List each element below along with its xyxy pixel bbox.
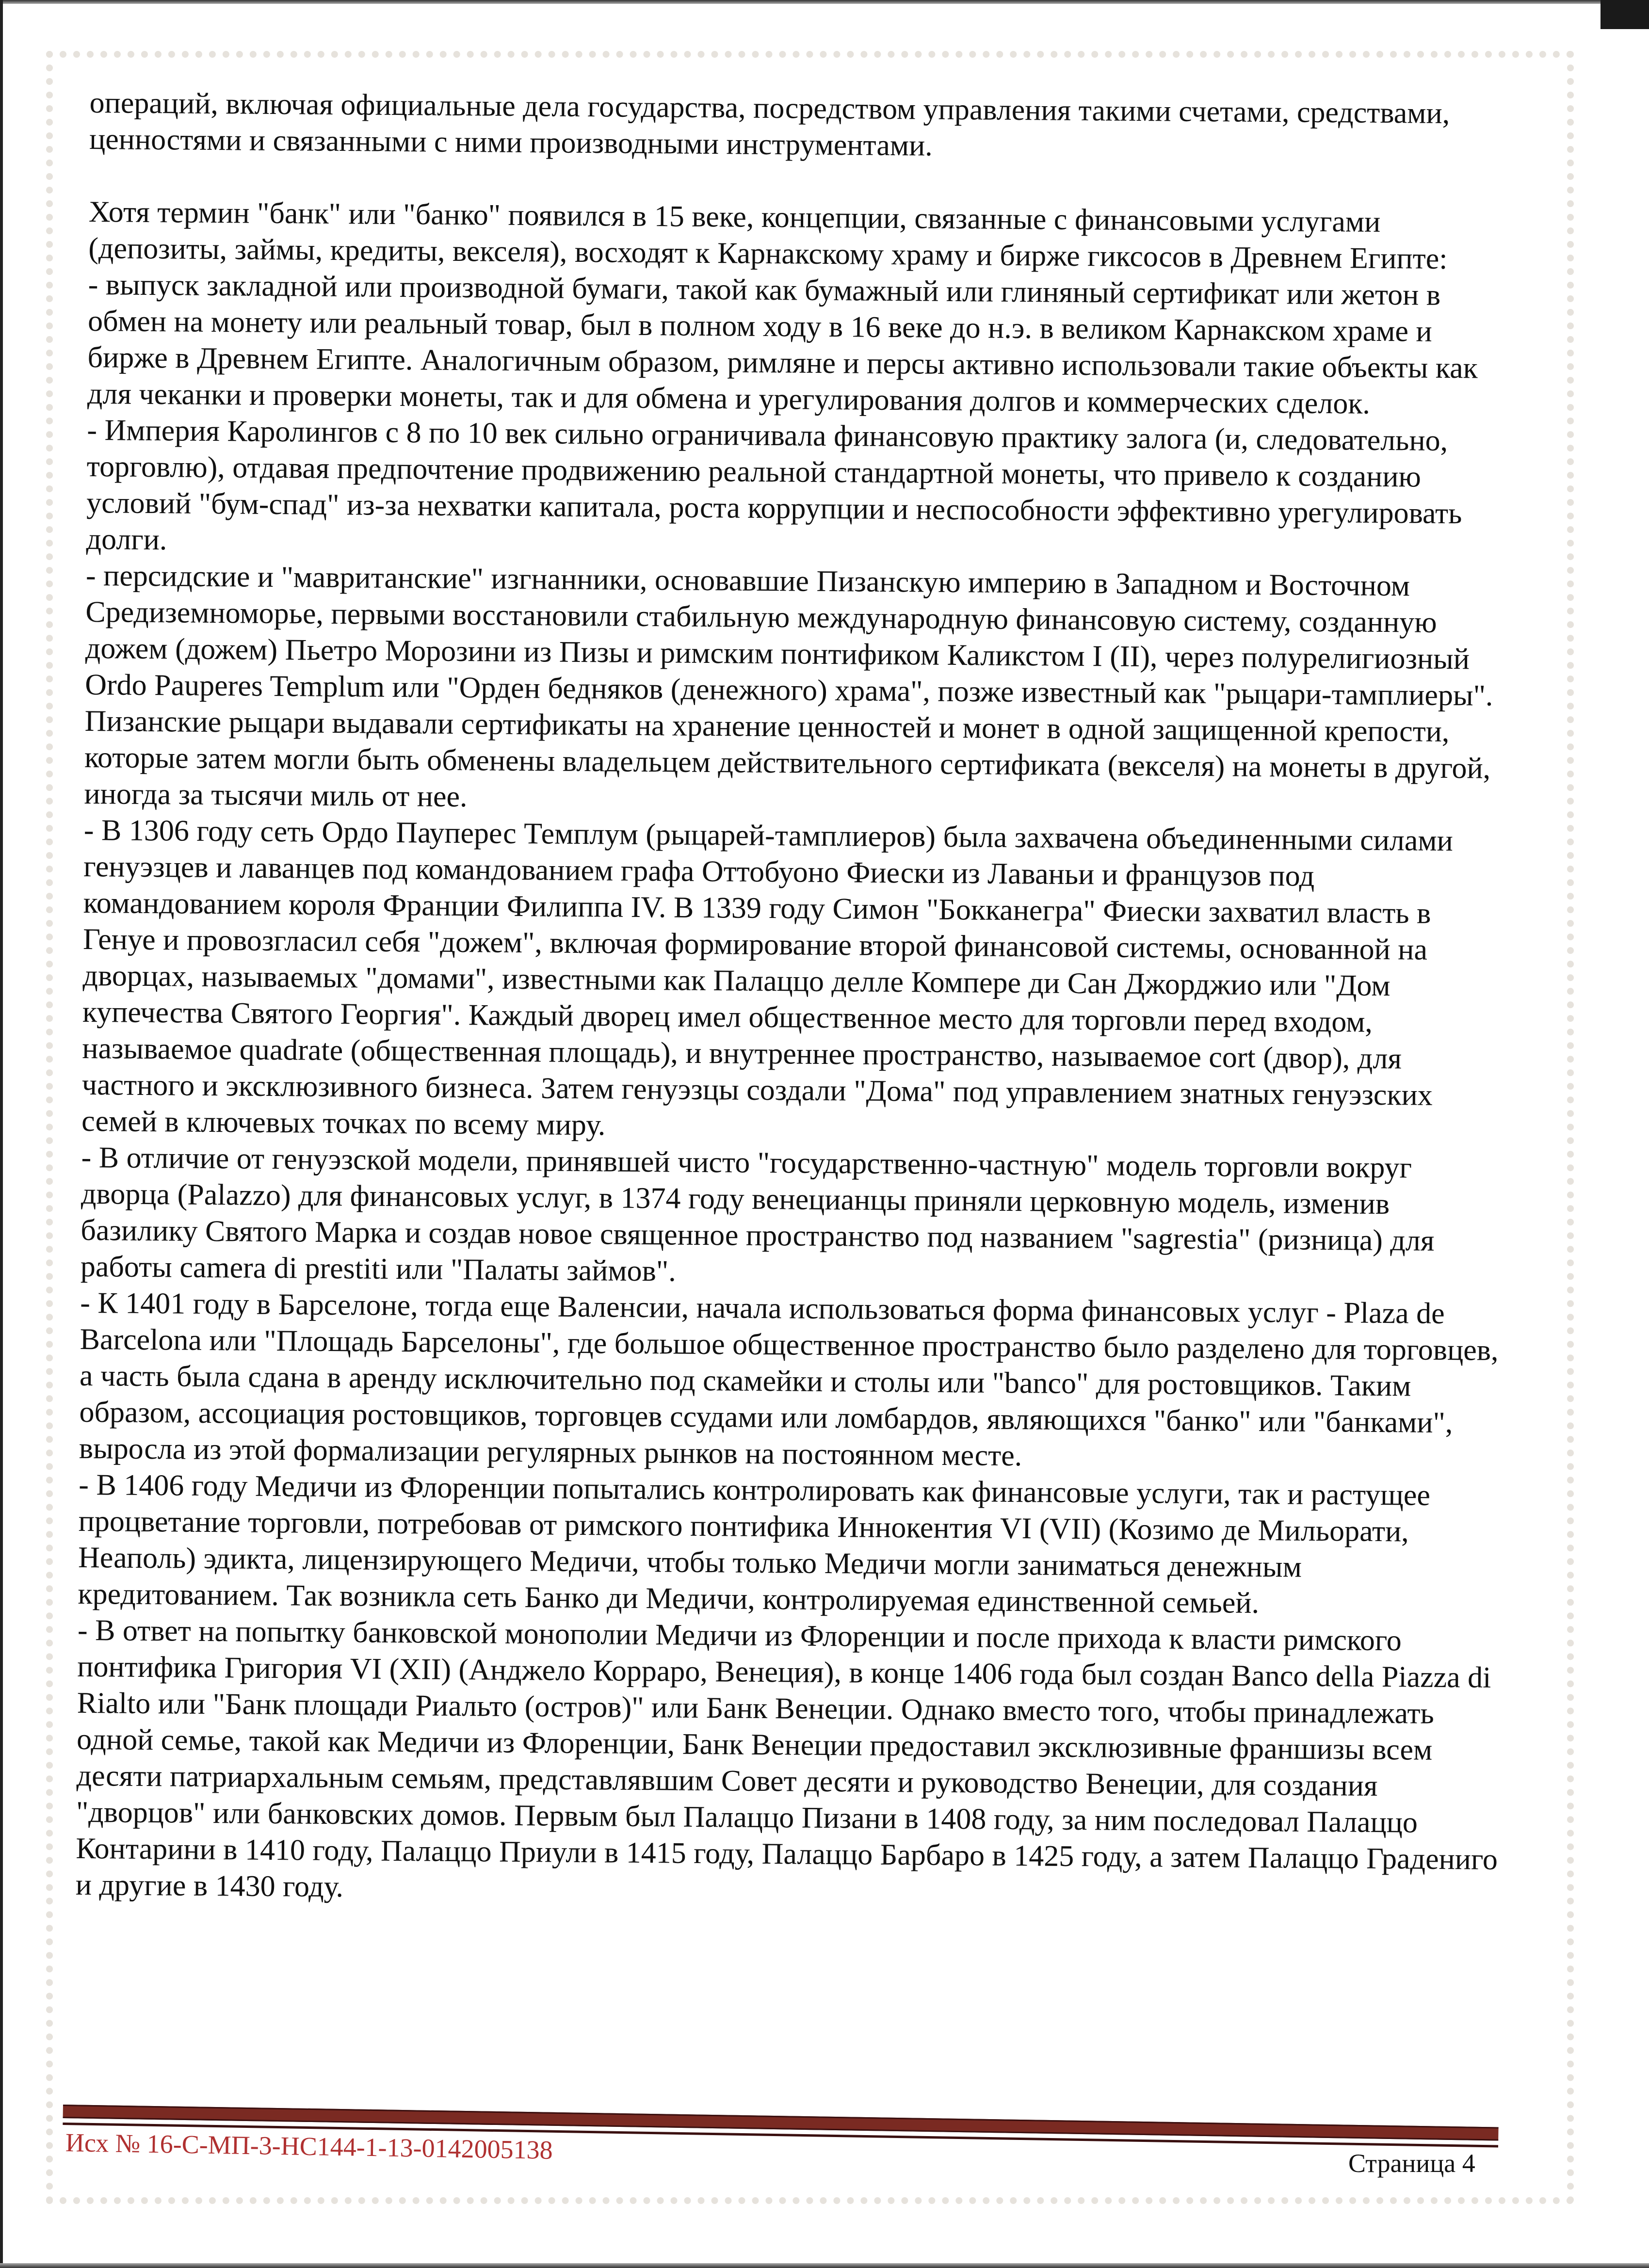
- list-item: - В 1306 году сеть Ордо Пауперес Темплум (рыцарей-тамплиеров) была захвачена объединенными силами генуэзцев и лаванцев под командованием графа Оттобуоно Фиески из Лаваньи и французов под командованием короля Франции Филиппа IV. В 1339 году Симон "Бокканегра" Фиески захватил власть в Генуе и провозгласил себя "дожем", включая формирование второй финансовой системы, основанной на дворцах, называемых "домами", известными как Палаццо делле Компере ди Сан Джорджио или "Дом купечества Святого Георгия". Каждый дворец имел общественное место для торговли перед входом, называемое quadrate (общественная площадь), и внутреннее пространство, называемое cort (двор), для частного и эксклюзивного бизнеса. Затем генуэзцы создали "Дома" под управлением знатных генуэзских семей в ключевых точках по всему миру.: [81, 813, 1454, 1142]
- paragraph: операций, включая официальные дела государства, посредством управления такими счетами, средствами, ценностями и связанными с ними производными инструментами.: [89, 86, 1450, 162]
- list-item: - К 1401 году в Барселоне, тогда еще Валенсии, начала использоваться форма финансовых услуг - Plaza de Barcelona или "Площадь Барселоны", где большое общественное пространство было разделено для торговцев, а часть была сдана в аренду исключительно под скамейки и столы или "banco" для ростовщиков. Таким образом, ассоциация ростовщиков, торговцев ссудами или ломбардов, являющихся "банко" или "банками", выросла из этой формализации регулярных рынков на постоянном месте.: [79, 1286, 1499, 1473]
- scan-edge-right: [1600, 0, 1649, 29]
- list-item: - В ответ на попытку банковской монополии Медичи из Флоренции и после прихода к власти римского понтифика Григория VI (XII) (Анджело Корраро, Венеция), в конце 1406 года был создан Banco della Piazza di Rialto или "Банк площади Риальто (остров)" или Банк Венеции. Однако вместо того, чтобы принадлежать одной семье, такой как Медичи из Флоренции, Банк Венеции предоставил эксклюзивные франшизы всем десяти патриархальным семьям, представлявшим Совет десяти и руководство Венеции, для создания "дворцов" или банковских домов. Первым был Палаццо Пизани в 1408 году, за ним последовал Палаццо Контарини в 1410 году, Палаццо Приули в 1415 году, Палаццо Барбаро в 1425 году, а затем Палаццо Градениго и другие в 1430 году.: [75, 1613, 1498, 1904]
- list-item: - выпуск закладной или производной бумаги, такой как бумажный или глиняный сертификат или жетон в обмен на монету или реальный товар, был в полном ходу в 16 веке до н.э. в великом Карнакском храме и бирже в Древнем Египте. Аналогичным образом, римляне и персы активно использовали такие объекты как для чеканки и проверки монеты, так и для обмена и урегулирования долгов и коммерческих сделок.: [87, 268, 1478, 420]
- scan-edge-bottom: [0, 2263, 1649, 2268]
- list-item: - В 1406 году Медичи из Флоренции попытались контролировать как финансовые услуги, так и растущее процветание торговли, потребовав от римского понтифика Иннокентия VI (VII) (Козимо де Мильорати, Неаполь) эдикта, лицензирующего Медичи, чтобы только Медичи могли заниматься денежным кредитованием. Так возникла сеть Банко ди Медичи, контролируемая единственной семьей.: [78, 1468, 1431, 1620]
- scan-edge-top: [0, 0, 1649, 4]
- list-item: - В отличие от генуэзской модели, принявшей чисто "государственно-частную" модель торговли вокруг дворца (Palazzo) для финансовых услуг, в 1374 году венецианцы приняли церковную модель, изменив базилику Святого Марка и создав новое священное пространство под названием "sagrestia" (ризница) для работы camera di prestiti или "Палаты займов".: [80, 1141, 1435, 1288]
- document-number: Исх № 16-С-МП-3-НС144-1-13-0142005138: [65, 2128, 553, 2165]
- list-item: - Империя Каролингов с 8 по 10 век сильно ограничивала финансовую практику залога (и, следовательно, торговлю), отдавая предпочтение продвижению реальной стандартной монеты, что привело к созданию условий "бум-спад" из-за нехватки капитала, роста коррупции и неспособности эффективно урегулировать долги.: [86, 413, 1462, 557]
- document-body: [76, 85, 1516, 1914]
- paragraph: Хотя термин "банк" или "банко" появился в 15 веке, концепции, связанные с финансовыми услугами (депозиты, займы, кредиты, векселя), восходят к Карнакскому храму и бирже гиксосов в Древнем Египте:: [88, 195, 1448, 275]
- list-item: - персидские и "мавританские" изгнанники, основавшие Пизанскую империю в Западном и Восточном Средиземноморье, первыми восстановили стабильную международную финансовую систему, созданную дожем (дожем) Пьетро Морозини из Пизы и римским понтификом Каликстом I (II), через полурелигиозный Ordo Pauperes Templum или "Орден бедняков (денежного) храма", позже известный как "рыцари-тамплиеры". Пизанские рыцари выдавали сертификаты на хранение ценностей и монет в одной защищенной крепости, которые затем могли быть обменены владельцем действительного сертификата (векселя) на монеты в другой, иногда за тысячи миль от нее.: [84, 559, 1493, 814]
- page-number: Страница 4: [1348, 2149, 1475, 2178]
- scan-edge-left: [0, 0, 3, 2268]
